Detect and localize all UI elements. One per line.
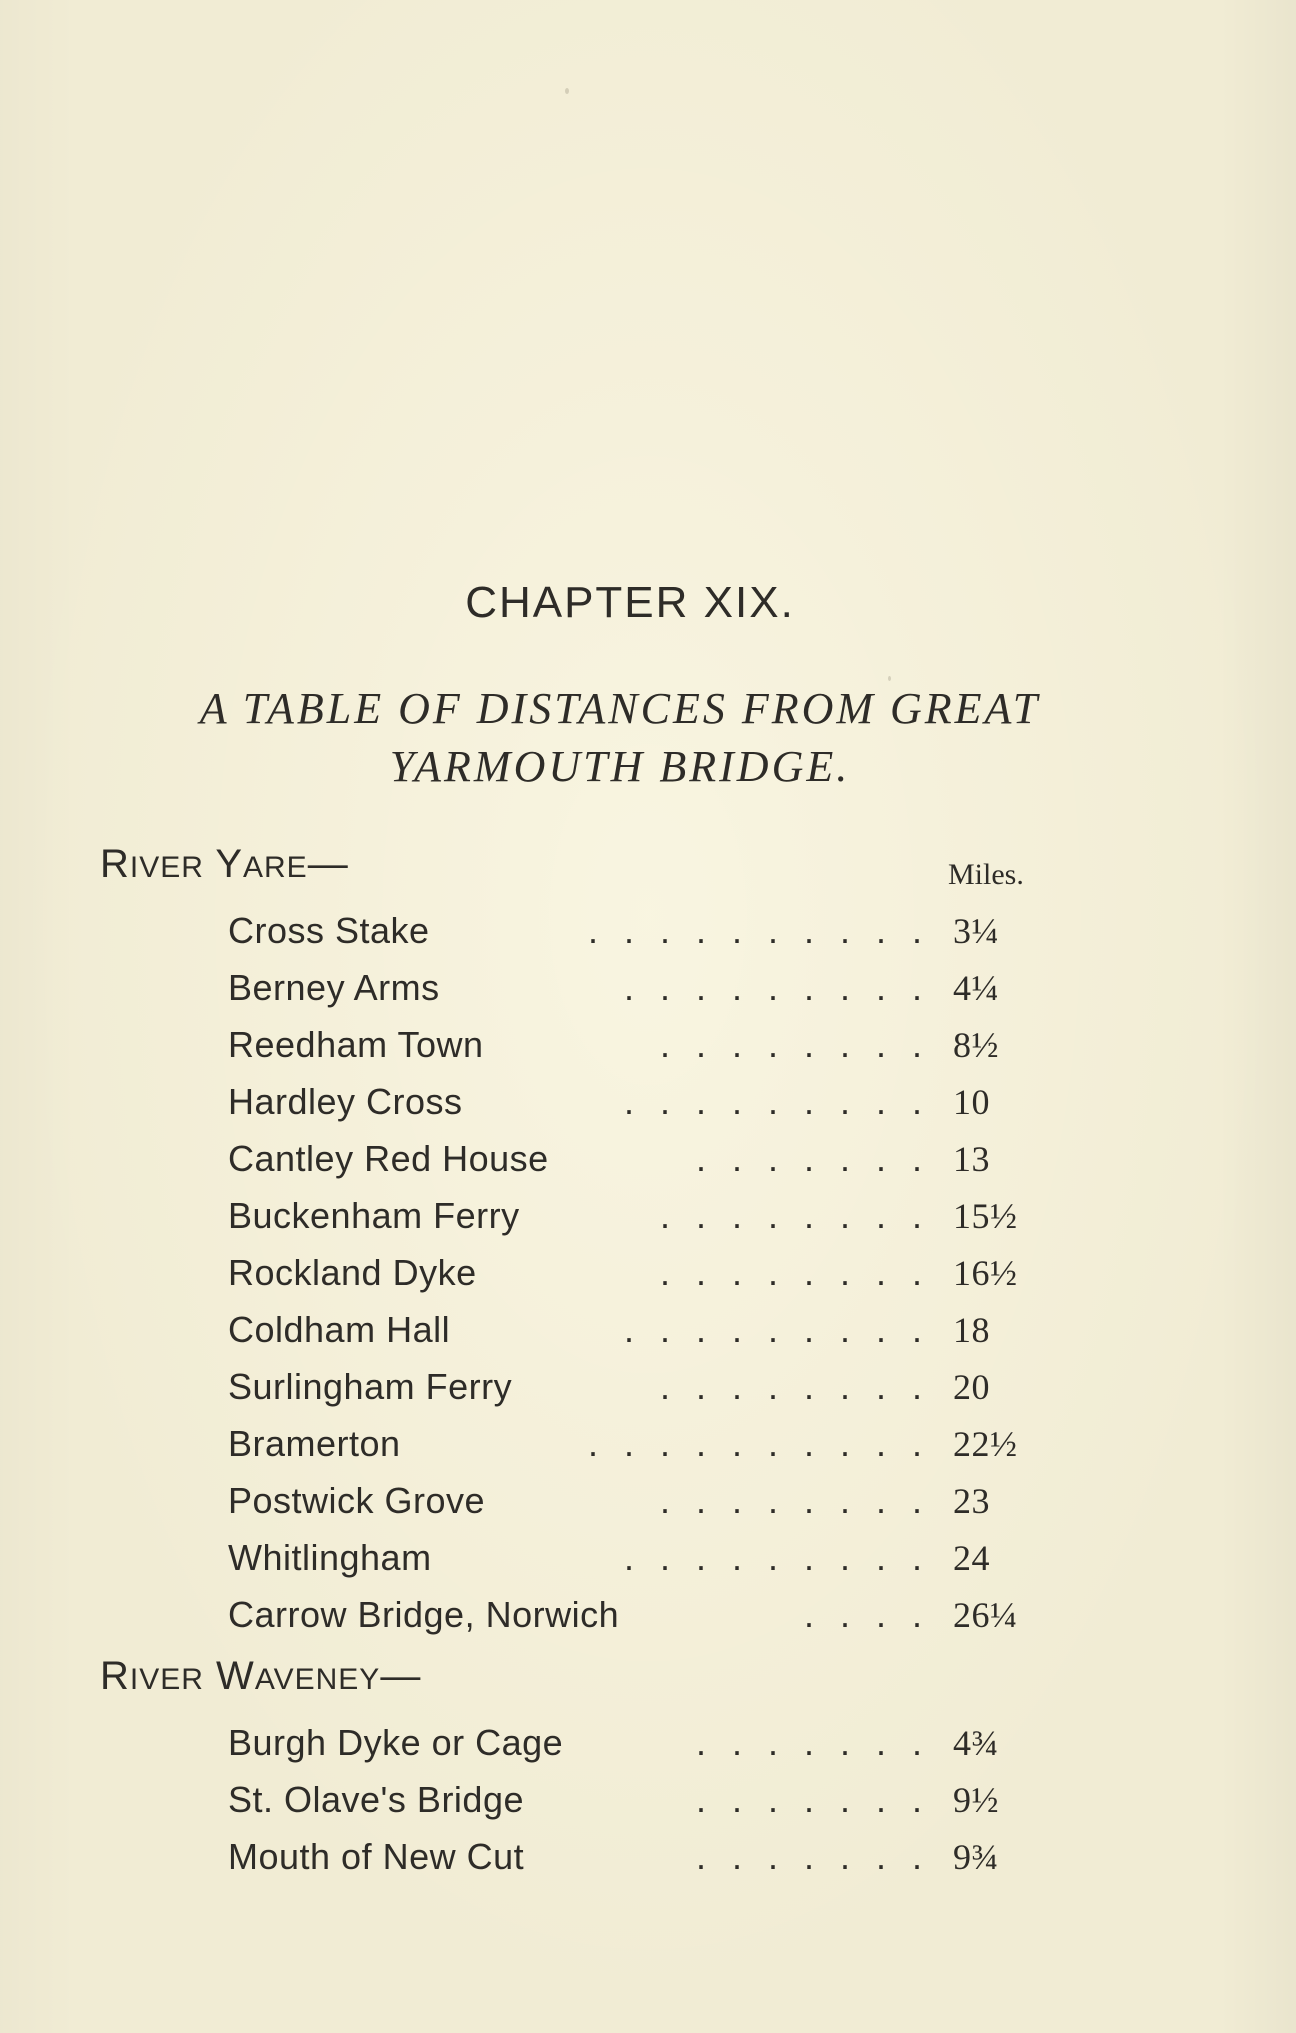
leader-dots: . . . . . . . . .	[623, 967, 930, 1008]
place-name: Surlingham Ferry	[228, 1366, 513, 1407]
place-name: Cantley Red House	[228, 1138, 549, 1179]
distance-miles: 26¼	[953, 1595, 1018, 1635]
distance-miles: 23	[953, 1481, 990, 1521]
distance-miles: 18	[953, 1310, 990, 1350]
distance-miles: 9½	[953, 1780, 999, 1820]
distance-miles: 24	[953, 1538, 990, 1578]
place-name: Hardley Cross	[228, 1081, 463, 1122]
leader-dots: . . . . . . . . .	[623, 1537, 930, 1578]
place-name: Carrow Bridge, Norwich	[228, 1594, 620, 1635]
distance-miles: 22½	[953, 1424, 1018, 1464]
distance-miles: 16½	[953, 1253, 1018, 1293]
place-name: Postwick Grove	[228, 1480, 486, 1521]
section-heading-river-yare: RIVER YARE—	[100, 842, 349, 886]
distance-row	[228, 1252, 1088, 1302]
distance-row	[228, 1366, 1088, 1416]
place-name: Whitlingham	[228, 1537, 432, 1578]
table-title-line-1: A TABLE OF DISTANCES FROM GREAT	[199, 684, 1041, 733]
leader-dots: . . . . . . .	[695, 1722, 930, 1763]
distance-miles: 9¾	[953, 1837, 999, 1877]
distance-miles: 4¼	[953, 968, 999, 1008]
place-name: Burgh Dyke or Cage	[228, 1722, 564, 1763]
distance-miles: 20	[953, 1367, 990, 1407]
distance-row	[228, 1537, 1088, 1587]
place-name: Bramerton	[228, 1423, 401, 1464]
place-name: Buckenham Ferry	[228, 1195, 520, 1236]
distance-row	[228, 1423, 1088, 1473]
leader-dots: . . . . . . .	[695, 1138, 930, 1179]
place-name: Coldham Hall	[228, 1309, 451, 1350]
distance-row	[228, 1594, 1088, 1644]
distance-row	[228, 1480, 1088, 1530]
leader-dots: . . . . . . . .	[659, 1480, 930, 1521]
distance-miles: 10	[953, 1082, 990, 1122]
miles-column-label: Miles.	[948, 858, 1024, 891]
leader-dots: . . . . . . . .	[659, 1366, 930, 1407]
leader-dots: . . . . . . . . .	[623, 1309, 930, 1350]
leader-dots: . . . . . . . . . .	[587, 910, 930, 951]
distance-row	[228, 1836, 1088, 1886]
distance-row	[228, 1081, 1088, 1131]
distance-row	[228, 1195, 1088, 1245]
leader-dots: . . . . . . . .	[659, 1195, 930, 1236]
distance-miles: 4¾	[953, 1723, 999, 1763]
table-title-line-2: YARMOUTH BRIDGE.	[389, 742, 851, 791]
place-name: St. Olave's Bridge	[228, 1779, 524, 1820]
distance-row	[228, 967, 1088, 1017]
distance-miles: 8½	[953, 1025, 999, 1065]
distance-row	[228, 1722, 1088, 1772]
place-name: Mouth of New Cut	[228, 1836, 525, 1877]
leader-dots: . . . . . . . . .	[623, 1081, 930, 1122]
place-name: Rockland Dyke	[228, 1252, 477, 1293]
place-name: Berney Arms	[228, 967, 440, 1008]
section-heading-river-waveney: RIVER WAVENEY—	[100, 1654, 422, 1698]
distance-row	[228, 1779, 1088, 1829]
distance-miles: 15½	[953, 1196, 1018, 1236]
leader-dots: . . . . . . .	[695, 1836, 930, 1877]
leader-dots: . . . . . . . . . .	[587, 1423, 930, 1464]
leader-dots: . . . . . . . .	[659, 1252, 930, 1293]
table-title	[100, 680, 1140, 796]
distance-row	[228, 1138, 1088, 1188]
distance-miles: 3¼	[953, 911, 999, 951]
paper-fleck	[565, 88, 569, 94]
chapter-heading: CHAPTER XIX.	[465, 578, 795, 627]
leader-dots: . . . .	[803, 1594, 930, 1635]
leader-dots: . . . . . . . .	[659, 1024, 930, 1065]
place-name: Reedham Town	[228, 1024, 484, 1065]
distance-row	[228, 910, 1088, 960]
place-name: Cross Stake	[228, 910, 430, 951]
distance-miles: 13	[953, 1139, 990, 1179]
distance-row	[228, 1024, 1088, 1074]
distance-row	[228, 1309, 1088, 1359]
leader-dots: . . . . . . .	[695, 1779, 930, 1820]
